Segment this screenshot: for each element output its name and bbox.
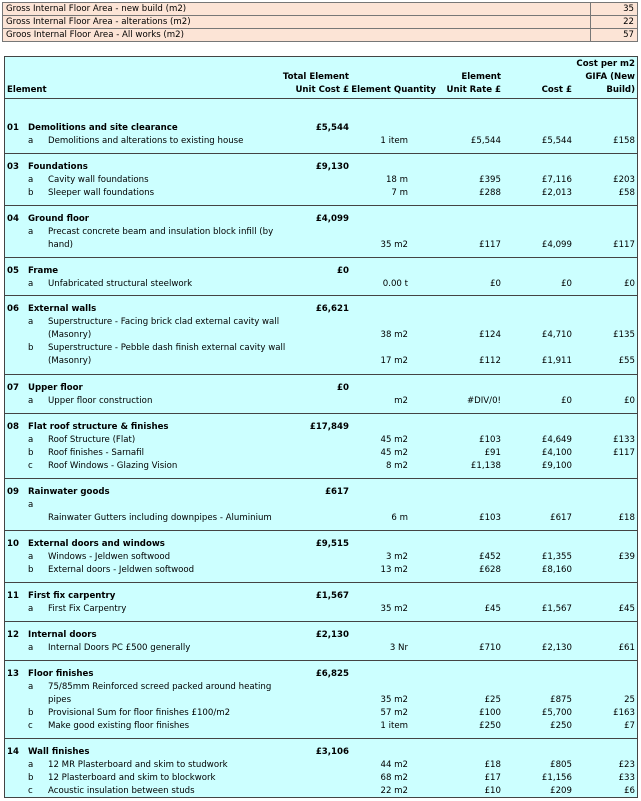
item-row xyxy=(5,395,637,408)
item-cost: £8,160 xyxy=(541,565,572,575)
table-header xyxy=(5,57,637,99)
item-quantity: 13 m2 xyxy=(380,565,408,575)
section-number: 11 xyxy=(7,591,19,601)
section-number: 07 xyxy=(7,383,19,393)
section-divider xyxy=(5,374,637,375)
item-quantity: 8 m2 xyxy=(385,461,408,471)
item-letter: a xyxy=(28,682,34,692)
item-unit-rate: £112 xyxy=(479,356,501,366)
section-divider xyxy=(5,413,637,414)
summary-row xyxy=(3,16,638,29)
header-total-line1: Total Element xyxy=(282,72,349,82)
item-cost-per-m2: £158 xyxy=(613,136,635,146)
summary-label: Gross Internal Floor Area - alterations (m2) xyxy=(3,16,591,29)
item-letter: b xyxy=(28,188,34,198)
item-letter: b xyxy=(28,708,34,718)
item-quantity: 38 m2 xyxy=(380,330,408,340)
section-number: 06 xyxy=(7,304,19,314)
item-description: External doors - Jeldwen softwood xyxy=(48,565,195,575)
item-cost-per-m2: £55 xyxy=(618,356,635,366)
item-quantity: 35 m2 xyxy=(380,604,408,614)
item-row xyxy=(5,785,637,798)
item-row xyxy=(5,355,637,368)
section-number: 09 xyxy=(7,487,19,497)
section-name: Internal doors xyxy=(28,630,97,640)
item-description: Make good existing floor finishes xyxy=(48,721,190,731)
item-row xyxy=(5,460,637,473)
item-row xyxy=(5,642,637,655)
section-name: Floor finishes xyxy=(28,669,94,679)
section-name: Upper floor xyxy=(28,383,83,393)
item-unit-rate: £710 xyxy=(479,643,501,653)
item-row xyxy=(5,135,637,148)
item-row xyxy=(5,278,637,291)
item-description: Internal Doors PC £500 generally xyxy=(48,643,191,653)
section-name: Demolitions and site clearance xyxy=(28,123,178,133)
section-total: £5,544 xyxy=(315,123,349,133)
item-letter: a xyxy=(28,552,34,562)
section-divider xyxy=(5,153,637,154)
item-letter: a xyxy=(28,317,34,327)
section-row xyxy=(5,382,637,395)
item-quantity: 57 m2 xyxy=(380,708,408,718)
header-rate-line2: Unit Rate £ xyxy=(446,85,501,95)
section-number: 01 xyxy=(7,123,19,133)
item-letter: a xyxy=(28,396,34,406)
item-description: Rainwater Gutters including downpipes - Aluminium xyxy=(48,513,272,523)
summary-value: 22 xyxy=(591,16,638,29)
item-description: Roof Structure (Flat) xyxy=(48,435,136,445)
section-total: £0 xyxy=(337,383,349,393)
summary-value: 57 xyxy=(591,29,638,42)
item-quantity: 7 m xyxy=(391,188,408,198)
item-cost: £4,100 xyxy=(541,448,572,458)
item-unit-rate: £17 xyxy=(484,773,501,783)
item-description: Unfabricated structural steelwork xyxy=(48,279,193,289)
item-quantity: 1 item xyxy=(380,721,408,731)
section-total: £3,106 xyxy=(315,747,349,757)
section-row xyxy=(5,213,637,226)
item-cost: £4,099 xyxy=(541,240,572,250)
item-cost-per-m2: £23 xyxy=(618,760,635,770)
item-letter: a xyxy=(28,175,34,185)
item-cost: £617 xyxy=(550,513,572,523)
header-per-m2-line1: Cost per m2 xyxy=(576,59,635,69)
item-row xyxy=(5,447,637,460)
section-row xyxy=(5,746,637,759)
item-cost-per-m2: £61 xyxy=(618,643,635,653)
item-quantity: 17 m2 xyxy=(380,356,408,366)
item-unit-rate: £628 xyxy=(479,565,501,575)
section-divider xyxy=(5,582,637,583)
section-divider xyxy=(5,660,637,661)
item-description: Acoustic insulation between studs xyxy=(48,786,195,796)
section-row xyxy=(5,421,637,434)
header-rate-line1: Element xyxy=(461,72,501,82)
item-cost: £1,567 xyxy=(541,604,572,614)
summary-value: 35 xyxy=(591,3,638,16)
section-row xyxy=(5,590,637,603)
item-cost-per-m2: £33 xyxy=(618,773,635,783)
item-unit-rate: £25 xyxy=(484,695,501,705)
item-cost-per-m2: £18 xyxy=(618,513,635,523)
section-divider xyxy=(5,738,637,739)
item-unit-rate: £100 xyxy=(479,708,501,718)
section-divider xyxy=(5,478,637,479)
item-description: 12 Plasterboard and skim to blockwork xyxy=(48,773,216,783)
item-unit-rate: £91 xyxy=(484,448,501,458)
item-unit-rate: £103 xyxy=(479,435,501,445)
item-quantity: m2 xyxy=(394,396,408,406)
item-letter: b xyxy=(28,448,34,458)
item-cost-per-m2: £117 xyxy=(613,240,635,250)
item-description: Superstructure - Facing brick clad external cavity wall xyxy=(48,317,280,327)
section-name: Foundations xyxy=(28,162,88,172)
item-unit-rate: £0 xyxy=(490,279,501,289)
item-quantity: 44 m2 xyxy=(380,760,408,770)
section-divider xyxy=(5,295,637,296)
item-description: Cavity wall foundations xyxy=(48,175,149,185)
item-cost-per-m2: £133 xyxy=(613,435,635,445)
item-description: Roof Windows - Glazing Vision xyxy=(48,461,178,471)
item-quantity: 3 Nr xyxy=(389,643,408,653)
item-row xyxy=(5,720,637,733)
item-letter: b xyxy=(28,343,34,353)
header-per-m2-line2: GIFA (New xyxy=(585,72,635,82)
section-total: £17,849 xyxy=(309,422,349,432)
section-total: £0 xyxy=(337,266,349,276)
item-cost: £875 xyxy=(550,695,572,705)
summary-label: Groos Internal Floor Area - All works (m2) xyxy=(3,29,591,42)
item-letter: c xyxy=(28,721,33,731)
section-row xyxy=(5,668,637,681)
item-unit-rate: £124 xyxy=(479,330,501,340)
item-quantity: 45 m2 xyxy=(380,448,408,458)
item-cost: £805 xyxy=(550,760,572,770)
summary-label: Gross Internal Floor Area - new build (m2) xyxy=(3,3,591,16)
section-number: 04 xyxy=(7,214,19,224)
header-total-line2: Unit Cost £ xyxy=(295,85,349,95)
item-row xyxy=(5,551,637,564)
section-number: 13 xyxy=(7,669,19,679)
item-cost-per-m2: £58 xyxy=(618,188,635,198)
item-letter: c xyxy=(28,461,33,471)
item-cost-per-m2: £7 xyxy=(624,721,635,731)
item-unit-rate: £250 xyxy=(479,721,501,731)
item-cost-per-m2: £117 xyxy=(613,448,635,458)
item-unit-rate: £117 xyxy=(479,240,501,250)
item-letter: a xyxy=(28,500,34,510)
item-cost: £1,156 xyxy=(541,773,572,783)
section-row xyxy=(5,303,637,316)
section-divider xyxy=(5,530,637,531)
section-row xyxy=(5,122,637,135)
item-description: Upper floor construction xyxy=(48,396,153,406)
item-description: (Masonry) xyxy=(48,356,92,366)
item-description: Windows - Jeldwen softwood xyxy=(48,552,171,562)
item-cost-per-m2: £45 xyxy=(618,604,635,614)
item-row xyxy=(5,681,637,694)
summary-row xyxy=(3,29,638,42)
header-cost: Cost £ xyxy=(541,85,572,95)
item-row xyxy=(5,226,637,239)
section-row xyxy=(5,265,637,278)
item-cost: £0 xyxy=(561,279,572,289)
item-unit-rate: £5,544 xyxy=(470,136,501,146)
item-unit-rate: £18 xyxy=(484,760,501,770)
item-cost: £4,710 xyxy=(541,330,572,340)
section-total: £6,621 xyxy=(315,304,349,314)
item-letter: b xyxy=(28,773,34,783)
item-quantity: 6 m xyxy=(391,513,408,523)
item-row xyxy=(5,772,637,785)
item-cost: £2,013 xyxy=(541,188,572,198)
section-row xyxy=(5,629,637,642)
item-cost: £5,700 xyxy=(541,708,572,718)
item-unit-rate: £103 xyxy=(479,513,501,523)
section-total: £4,099 xyxy=(315,214,349,224)
item-quantity: 35 m2 xyxy=(380,240,408,250)
item-unit-rate: £452 xyxy=(479,552,501,562)
item-letter: a xyxy=(28,227,34,237)
item-description: Precast concrete beam and insulation block infill (by xyxy=(48,227,274,237)
item-cost: £7,116 xyxy=(541,175,572,185)
item-description: 12 MR Plasterboard and skim to studwork xyxy=(48,760,228,770)
section-divider xyxy=(5,257,637,258)
section-number: 05 xyxy=(7,266,19,276)
section-number: 08 xyxy=(7,422,19,432)
item-quantity: 35 m2 xyxy=(380,695,408,705)
item-cost: £2,130 xyxy=(541,643,572,653)
section-divider xyxy=(5,621,637,622)
item-cost: £5,544 xyxy=(541,136,572,146)
item-unit-rate: £45 xyxy=(484,604,501,614)
item-row xyxy=(5,707,637,720)
item-cost-per-m2: £135 xyxy=(613,330,635,340)
item-cost: £1,355 xyxy=(541,552,572,562)
section-total: £9,130 xyxy=(315,162,349,172)
section-row xyxy=(5,161,637,174)
section-name: External walls xyxy=(28,304,97,314)
item-unit-rate: £288 xyxy=(479,188,501,198)
item-letter: a xyxy=(28,435,34,445)
item-cost-per-m2: £0 xyxy=(624,279,635,289)
item-cost-per-m2: £0 xyxy=(624,396,635,406)
item-description: 75/85mm Reinforced screed packed around heating xyxy=(48,682,272,692)
item-unit-rate: £1,138 xyxy=(470,461,501,471)
item-cost-per-m2: £203 xyxy=(613,175,635,185)
item-letter: a xyxy=(28,760,34,770)
header-element: Element xyxy=(7,85,47,95)
header-per-m2-line3: Build) xyxy=(606,85,635,95)
floor-area-summary xyxy=(2,2,638,42)
summary-row xyxy=(3,3,638,16)
item-row xyxy=(5,694,637,707)
section-number: 10 xyxy=(7,539,19,549)
item-row xyxy=(5,434,637,447)
item-row xyxy=(5,174,637,187)
item-description: (Masonry) xyxy=(48,330,92,340)
item-unit-rate: £10 xyxy=(484,786,501,796)
item-quantity: 1 item xyxy=(380,136,408,146)
item-cost: £9,100 xyxy=(541,461,572,471)
item-quantity: 3 m2 xyxy=(385,552,408,562)
section-total: £1,567 xyxy=(315,591,349,601)
item-description: First Fix Carpentry xyxy=(48,604,127,614)
section-name: First fix carpentry xyxy=(28,591,116,601)
section-name: Flat roof structure & finishes xyxy=(28,422,169,432)
item-description: pipes xyxy=(48,695,72,705)
item-row xyxy=(5,512,637,525)
item-letter: a xyxy=(28,136,34,146)
item-quantity: 45 m2 xyxy=(380,435,408,445)
item-cost: £1,911 xyxy=(541,356,572,366)
item-cost-per-m2: £163 xyxy=(613,708,635,718)
section-row xyxy=(5,486,637,499)
item-description: Sleeper wall foundations xyxy=(48,188,155,198)
section-name: Ground floor xyxy=(28,214,89,224)
section-total: £9,515 xyxy=(315,539,349,549)
section-total: £617 xyxy=(325,487,349,497)
item-row xyxy=(5,316,637,329)
item-letter: b xyxy=(28,565,34,575)
item-cost-per-m2: £39 xyxy=(618,552,635,562)
item-unit-rate: £395 xyxy=(479,175,501,185)
section-name: Wall finishes xyxy=(28,747,90,757)
item-letter: a xyxy=(28,279,34,289)
item-quantity: 0.00 t xyxy=(382,279,408,289)
item-cost: £250 xyxy=(550,721,572,731)
item-cost-per-m2: £6 xyxy=(624,786,635,796)
item-row xyxy=(5,342,637,355)
item-quantity: 18 m xyxy=(385,175,408,185)
item-description: Roof finishes - Sarnafil xyxy=(48,448,144,458)
item-quantity: 22 m2 xyxy=(380,786,408,796)
item-unit-rate: #DIV/0! xyxy=(466,396,501,406)
item-row xyxy=(5,603,637,616)
item-cost: £0 xyxy=(561,396,572,406)
header-quantity: Element Quantity xyxy=(351,85,436,95)
item-row xyxy=(5,759,637,772)
section-number: 12 xyxy=(7,630,19,640)
item-quantity: 68 m2 xyxy=(380,773,408,783)
item-description: Demolitions and alterations to existing house xyxy=(48,136,244,146)
cost-table xyxy=(4,56,638,798)
item-cost: £209 xyxy=(550,786,572,796)
item-letter: c xyxy=(28,786,33,796)
section-total: £6,825 xyxy=(315,669,349,679)
item-row xyxy=(5,187,637,200)
section-number: 03 xyxy=(7,162,19,172)
item-letter: a xyxy=(28,604,34,614)
item-row xyxy=(5,329,637,342)
item-row xyxy=(5,239,637,252)
item-row xyxy=(5,564,637,577)
item-description: Provisional Sum for floor finishes £100/m2 xyxy=(48,708,231,718)
item-row xyxy=(5,499,637,512)
section-total: £2,130 xyxy=(315,630,349,640)
item-description: hand) xyxy=(48,240,73,250)
item-cost-per-m2: 25 xyxy=(624,695,635,705)
item-letter: a xyxy=(28,643,34,653)
section-row xyxy=(5,538,637,551)
section-name: Rainwater goods xyxy=(28,487,110,497)
item-cost: £4,649 xyxy=(541,435,572,445)
section-divider xyxy=(5,205,637,206)
item-description: Superstructure - Pebble dash finish external cavity wall xyxy=(48,343,286,353)
section-name: External doors and windows xyxy=(28,539,165,549)
section-name: Frame xyxy=(28,266,59,276)
section-number: 14 xyxy=(7,747,19,757)
